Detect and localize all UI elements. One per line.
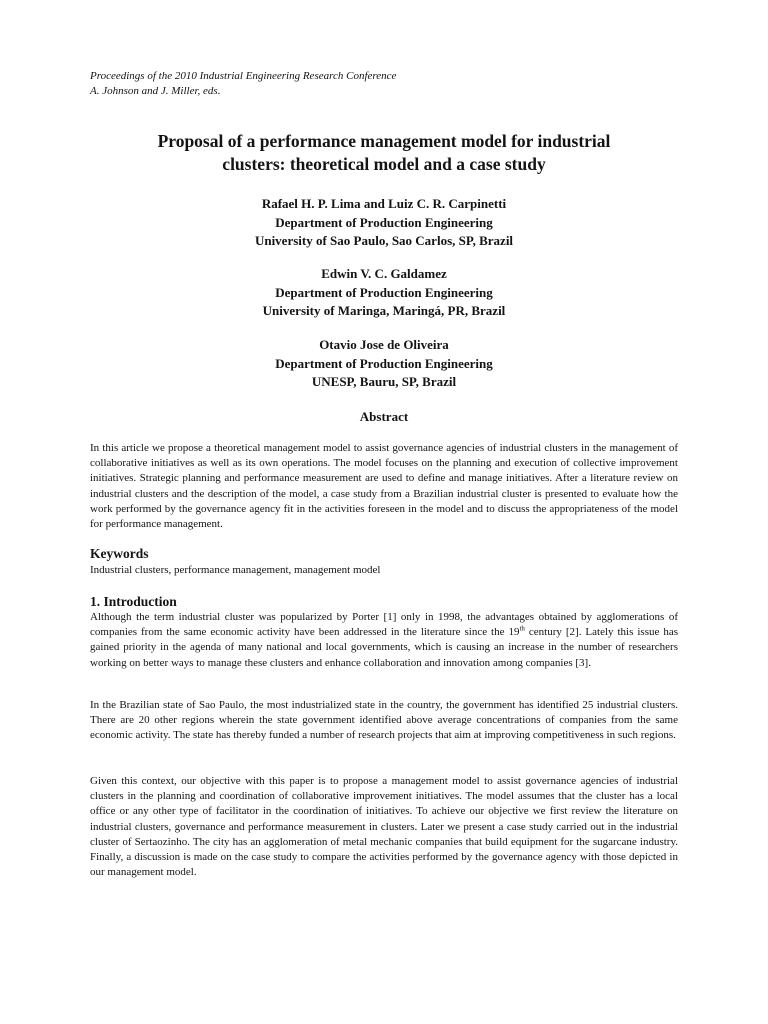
author-names: Rafael H. P. Lima and Luiz C. R. Carpinetti — [261, 196, 507, 211]
keywords-heading: Keywords — [90, 546, 149, 561]
abstract-heading: Abstract — [359, 409, 409, 424]
author-department: Department of Production Engineering — [275, 284, 493, 300]
title-line-1: Proposal of a performance management model for industrial — [157, 131, 611, 151]
author-institution: University of Sao Paulo, Sao Carlos, SP, Brazil — [254, 233, 514, 248]
paragraph-text: century [2]. Lately this issue has gained priority in the agenda of many national and local governments, which is causing an increase in the number of researchers working on better ways to manage these clusters and enhance collaboration and innovation among companies [3]. — [90, 626, 678, 669]
author-block-2 — [90, 265, 678, 321]
author-names: Edwin V. C. Galdamez — [321, 266, 447, 281]
author-names: Otavio Jose de Oliveira — [319, 337, 449, 352]
introduction-paragraph-3: Given this context, our objective with this paper is to propose a management model to assist governance agencies of industrial clusters in the planning and coordination of collaborative improvement initiatives. The model assumes that the cluster has a local office or any other type of facilitator in the coordination of initiatives. To achieve our objective we first review the literature on industrial clusters, governance and performance measurement in clusters. Later we present a case study carried out in the industrial cluster of Sertaozinho. The city has an agglomeration of metal mechanic companies that build equipment for the sugarcane industry. Finally, a discussion is made on the case study to compare the activities performed by the governance agency with those depicted in our management model. — [90, 775, 678, 879]
conference-header — [90, 69, 396, 99]
author-department: Department of Production Engineering — [275, 355, 493, 371]
author-block-1 — [90, 195, 678, 251]
paragraph-text: Although the term industrial cluster was popularized by Porter [1] only in 1998, the advantages obtained by agglomerations of companies from the same economic activity have been addressed in the literature since the 19 — [90, 611, 678, 639]
introduction-paragraph-2: In the Brazilian state of Sao Paulo, the most industrialized state in the country, the government has identified 25 industrial clusters. There are 20 other regions wherein the state government identified above average concentrations of companies from the same economic activity. The state has thereby funded a number of research projects that aim at improving competitiveness in such regions. — [90, 699, 678, 742]
introduction-paragraph-1 — [90, 610, 678, 671]
superscript: th — [519, 624, 525, 633]
proceedings-line: Proceedings of the 2010 Industrial Engineering Research Conference — [90, 70, 397, 82]
introduction-heading: 1. Introduction — [90, 594, 177, 609]
editors-line: A. Johnson and J. Miller, eds. — [90, 85, 221, 97]
keywords-text: Industrial clusters, performance management, management model — [90, 564, 381, 576]
author-block-3 — [90, 336, 678, 392]
author-department: Department of Production Engineering — [275, 214, 493, 230]
title-line-2: clusters: theoretical model and a case study — [222, 154, 546, 174]
paper-title — [60, 130, 708, 176]
author-institution: UNESP, Bauru, SP, Brazil — [311, 374, 457, 389]
abstract-text: In this article we propose a theoretical management model to assist governance agencies of industrial clusters in the management of collaborative initiatives as well as its own operations. The model focuses on the planning and execution of collective improvement initiatives. Strategic planning and performance measurement are used to define and manage initiatives. After a literature review on industrial clusters and the description of the model, a case study from a Brazilian industrial cluster is presented to evaluate how the work performed by the governance agency fit in the activities foreseen in the model and to discuss the appropriateness of the model for performance management. — [90, 442, 678, 531]
author-institution: University of Maringa, Maringá, PR, Brazil — [262, 303, 506, 318]
